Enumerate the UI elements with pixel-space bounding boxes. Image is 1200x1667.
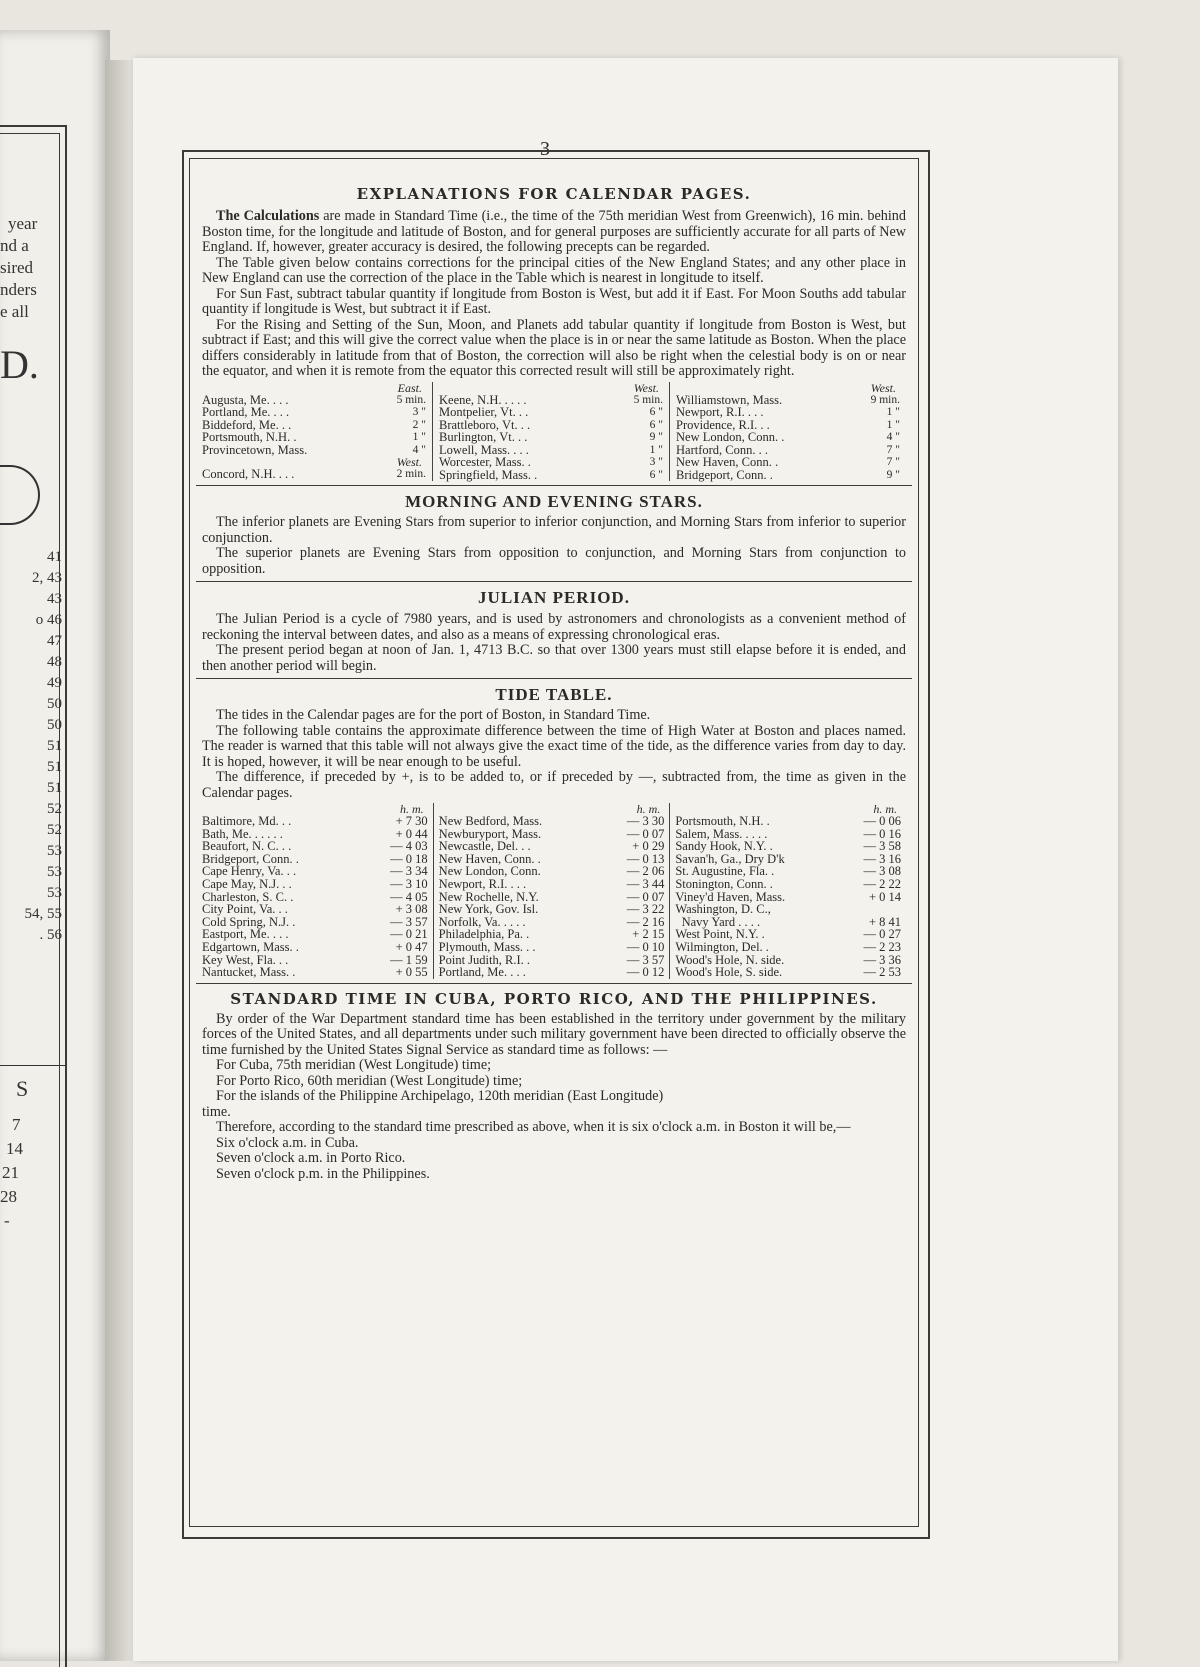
correction-value: 9 " xyxy=(649,431,663,443)
place-name: Charleston, S. C. . xyxy=(202,889,294,904)
explanations-paragraph: The Table given below contains corrections for the principal cities of the New England States; and any other place in New England can use the correction of the place in the Table which is nearest in longitude to itself. xyxy=(202,254,906,286)
place-name: Williamstown, Mass. xyxy=(676,392,783,407)
place-name: New Rochelle, N.Y. xyxy=(438,889,539,904)
left-fragment: 52 xyxy=(47,822,62,838)
table-row xyxy=(439,878,665,891)
place-name: New London, Conn. . xyxy=(676,430,785,444)
place-name: Burlington, Vt. . . xyxy=(439,430,528,444)
tide-paragraph: The tides in the Calendar pages are for the port of Boston, in Standard Time. xyxy=(216,707,651,723)
place-name: Concord, N.H. . . . xyxy=(202,467,295,481)
longitude-corrections-table xyxy=(202,382,906,482)
tide-difference: — 2 53 xyxy=(863,965,902,980)
table-row xyxy=(676,406,900,419)
place-name: New London, Conn. xyxy=(438,864,541,879)
tide-difference: + 3 08 xyxy=(395,902,428,917)
place-name: Worcester, Mass. . xyxy=(439,455,531,469)
left-fragment: 48 xyxy=(47,654,62,670)
table-row xyxy=(202,878,428,891)
column-direction: West. xyxy=(633,380,659,395)
tide-difference: — 3 44 xyxy=(626,876,665,891)
table-row xyxy=(439,941,665,954)
table-row xyxy=(202,840,428,853)
place-name: Cape Henry, Va. . . xyxy=(202,864,297,879)
standard-time-section xyxy=(202,990,906,1183)
table-row xyxy=(439,815,665,828)
standard-time-title: STANDARD TIME IN CUBA, PORTO RICO, AND THE PHILIPPINES. xyxy=(230,989,878,1008)
left-fragment: 53 xyxy=(47,885,62,901)
tide-title: TIDE TABLE. xyxy=(495,685,613,704)
place-name: St. Augustine, Fla. . xyxy=(675,864,775,879)
tide-difference: + 7 30 xyxy=(395,814,428,828)
tide-paragraph: The difference, if preceded by +, is to be added to, or if preceded by —, subtracted from, the time as given in the Calendar pages. xyxy=(202,769,906,801)
tide-difference: — 3 57 xyxy=(390,914,428,929)
place-name: Salem, Mass. . . . . xyxy=(675,826,768,841)
explanations-title: EXPLANATIONS FOR CALENDAR PAGES. xyxy=(356,185,752,203)
correction-value: 2 min. xyxy=(396,468,426,480)
correction-value: 7 " xyxy=(886,443,900,456)
table-row xyxy=(202,903,428,916)
place-name: Savan'h, Ga., Dry D'k xyxy=(675,851,785,866)
place-name: Cape May, N.J. . . xyxy=(202,876,292,891)
corrections-column xyxy=(432,382,669,482)
left-fragment: 43 xyxy=(47,591,62,607)
place-name: Newport, R.I. . . . xyxy=(438,876,527,891)
tide-difference: — 0 13 xyxy=(626,851,665,866)
table-row xyxy=(439,966,665,979)
place-name: Washington, D. C., xyxy=(675,902,771,917)
tide-difference: + 0 14 xyxy=(868,889,902,904)
place-name: Wood's Hole, S. side. xyxy=(675,965,783,980)
tide-difference: — 2 23 xyxy=(863,939,902,954)
correction-value: 9 min. xyxy=(870,393,900,406)
place-name: Plymouth, Mass. . . xyxy=(438,939,536,954)
left-fragment: . 56 xyxy=(39,927,62,943)
place-name: Key West, Fla. . . xyxy=(202,952,289,967)
unit-label: h. m. xyxy=(400,802,424,816)
place-name: Portsmouth, N.H. . xyxy=(202,430,297,444)
place-name: Baltimore, Md. . . xyxy=(202,814,292,828)
page-number: 3 xyxy=(540,138,550,160)
place-name: New Haven, Conn. . xyxy=(676,455,779,469)
table-row xyxy=(202,444,426,457)
tide-difference: + 0 55 xyxy=(395,965,428,980)
left-fragment: 53 xyxy=(47,843,62,859)
place-name: Edgartown, Mass. . xyxy=(202,939,299,954)
tide-paragraph: The following table contains the approximate difference between the time of High Water at Boston and places named. The reader is warned that this table will not always give the exact time of the tide, as the difference varies from day to day. It is hoped, however, it will be near enough to be useful. xyxy=(202,722,906,770)
standard-time-line: For the islands of the Philippine Archipelago, 120th meridian (East Longitude) xyxy=(216,1088,664,1105)
left-fragment: 51 xyxy=(47,780,62,796)
table-row xyxy=(439,431,663,444)
table-row xyxy=(439,840,665,853)
tide-difference: — 3 34 xyxy=(390,864,428,879)
table-row xyxy=(439,456,663,469)
place-name: New Haven, Conn. . xyxy=(438,851,541,866)
table-row xyxy=(676,456,900,469)
tide-column xyxy=(433,803,670,979)
left-fragment: 52 xyxy=(47,801,62,817)
left-fragment: - xyxy=(4,1211,10,1230)
julian-title: JULIAN PERIOD. xyxy=(478,588,630,607)
left-fragment: 51 xyxy=(47,759,62,775)
tide-difference: — 3 22 xyxy=(626,902,665,917)
place-name: Norfolk, Va. . . . . xyxy=(438,914,526,929)
table-row xyxy=(675,966,901,979)
left-fragment: 49 xyxy=(47,675,62,691)
tide-difference: — 0 16 xyxy=(863,826,902,841)
morning-evening-title: MORNING AND EVENING STARS. xyxy=(405,492,703,511)
julian-paragraph: The Julian Period is a cycle of 7980 years, and is used by astronomers and chronologists as a convenient method of reckoning the interval between dates, and also as a means of expressing chronological eras. xyxy=(202,611,906,643)
correction-value: 2 " xyxy=(412,418,426,431)
table-row xyxy=(439,469,663,482)
table-row xyxy=(202,431,426,444)
place-name: Point Judith, R.I. . xyxy=(438,952,531,967)
place-name: Wilmington, Del. . xyxy=(675,939,769,954)
explanations-text: are made in Standard Time (i.e., the time of the 75th meridian West from Greenwich), 16 min. behind Boston time, for the longitude and latitude of Boston, and for general purposes are sufficiently accurate for all parts of New England. If, however, greater accuracy is desired, the following precepts can be regarded. xyxy=(202,208,906,255)
tide-difference: — 3 58 xyxy=(863,839,902,854)
tide-difference: — 0 18 xyxy=(390,851,428,866)
explanations-paragraph: For the Rising and Setting of the Sun, Moon, and Planets add tabular quantity if longitude from Boston is West, but subtract if East; and this will give the correct value when the place is in or near the same latitude as Boston. When the place differs considerably in latitude from that of Boston, the correction will also be right when the celestial body is on or near the equator, and when it is remote from the equator this corrected result will still be approximately right. xyxy=(202,316,906,379)
unit-label: h. m. xyxy=(636,802,661,816)
standard-time-line: Seven o'clock p.m. in the Philippines. xyxy=(216,1165,430,1182)
left-fragment: 47 xyxy=(47,633,62,649)
correction-value: 5 min. xyxy=(396,393,426,406)
calculations-lead: The Calculations xyxy=(216,208,320,224)
section-divider xyxy=(196,983,912,984)
tide-difference: — 3 30 xyxy=(626,814,665,828)
place-name: Augusta, Me. . . . xyxy=(202,392,289,407)
morning-evening-section xyxy=(202,492,906,577)
place-name: Springfield, Mass. . xyxy=(439,467,538,482)
standard-time-line: Six o'clock a.m. in Cuba. xyxy=(216,1134,359,1151)
standard-time-paragraph: By order of the War Department standard time has been established in the territory under government by the military forces of the United States, and all departments under such military government have been directed to officially observe the time furnished by the United States Signal Service as standard time as follows: — xyxy=(202,1010,906,1058)
place-name: Cold Spring, N.J. . xyxy=(202,914,296,929)
tide-table xyxy=(202,803,906,979)
place-name: Provincetown, Mass. xyxy=(202,442,308,457)
left-facing-page xyxy=(0,30,110,1661)
table-row xyxy=(202,468,426,481)
explanations-paragraph xyxy=(202,209,906,256)
correction-value: 1 " xyxy=(886,418,900,431)
tide-difference: — 0 10 xyxy=(626,939,665,954)
table-row xyxy=(202,406,426,419)
tide-difference: + 0 47 xyxy=(395,939,428,954)
place-name: Viney'd Haven, Mass. xyxy=(675,889,786,904)
place-name: West Point, N.Y. . xyxy=(675,927,765,942)
left-fragment: 41 xyxy=(47,549,62,565)
place-name: Providence, R.I. . . xyxy=(676,417,770,432)
tide-difference: — 3 10 xyxy=(390,876,428,891)
place-name: New Bedford, Mass. xyxy=(438,814,543,828)
tide-difference: — 0 21 xyxy=(390,927,428,942)
table-row xyxy=(676,469,900,482)
tide-difference: — 3 16 xyxy=(863,851,902,866)
corrections-column xyxy=(202,382,432,482)
julian-section xyxy=(202,588,906,674)
correction-value: 4 " xyxy=(412,443,426,456)
column-direction: West. xyxy=(396,455,422,469)
page-content xyxy=(189,158,919,1527)
table-row xyxy=(675,815,901,828)
place-name: Portland, Me. . . . xyxy=(438,965,526,980)
standard-time-line: For Porto Rico, 60th meridian (West Longitude) time; xyxy=(216,1072,523,1089)
table-row xyxy=(675,840,901,853)
tide-difference: — 0 06 xyxy=(863,814,902,828)
left-divider xyxy=(0,1065,65,1066)
place-name: Brattleboro, Vt. . . xyxy=(439,417,531,432)
place-name: Bridgeport, Conn. . xyxy=(676,467,773,482)
corrections-column xyxy=(669,382,906,482)
julian-paragraph: The present period began at noon of Jan. 1, 4713 B.C. so that over 1300 years must still elapse before it is ended, and then another period will begin. xyxy=(202,642,906,674)
table-row xyxy=(675,878,901,891)
correction-value: 4 " xyxy=(886,431,900,443)
left-fragment: 14 xyxy=(6,1139,23,1158)
left-fragment: e all xyxy=(0,302,29,321)
left-fragment: 7 xyxy=(12,1115,21,1134)
place-name: Biddeford, Me. . . xyxy=(202,417,292,432)
left-fragment: year xyxy=(8,214,38,233)
column-direction: West. xyxy=(870,380,896,395)
place-name: Portsmouth, N.H. . xyxy=(675,814,770,828)
place-name: Nantucket, Mass. . xyxy=(202,965,296,980)
tide-difference: — 0 27 xyxy=(863,927,902,942)
table-row xyxy=(676,431,900,444)
left-fragment: 51 xyxy=(47,738,62,754)
place-name: Newburyport, Mass. xyxy=(438,826,542,841)
standard-time-paragraph: Therefore, according to the standard time prescribed as above, when it is six o'clock a.m. in Boston it will be,— xyxy=(216,1119,851,1136)
left-fragment: 50 xyxy=(47,696,62,712)
place-name: Keene, N.H. . . . . xyxy=(439,392,527,407)
left-fragment: o 46 xyxy=(35,612,62,628)
correction-value: 6 " xyxy=(649,468,663,481)
section-divider xyxy=(196,678,912,679)
explanations-paragraph: For Sun Fast, subtract tabular quantity if longitude from Boston is West, but add it if East. For Moon Souths add tabular quantity if longitude is West, but subtract it if East. xyxy=(202,285,906,317)
tide-column xyxy=(202,803,433,979)
place-name: Philadelphia, Pa. . xyxy=(438,927,530,942)
place-name: Newport, R.I. . . . xyxy=(676,405,764,419)
left-fragment: S xyxy=(16,1076,29,1101)
tide-difference: — 1 59 xyxy=(390,952,428,967)
left-fragment: nders xyxy=(0,280,37,299)
tide-difference: + 2 15 xyxy=(632,927,665,942)
place-name: Beaufort, N. C. . . xyxy=(202,839,292,854)
correction-value: 3 " xyxy=(649,456,663,468)
left-fragment: D. xyxy=(0,342,39,387)
place-name: Newcastle, Del. . . xyxy=(438,839,531,854)
correction-value: 6 " xyxy=(649,418,663,431)
table-row xyxy=(202,941,428,954)
place-name: Sandy Hook, N.Y. . xyxy=(675,839,773,854)
correction-value: 1 " xyxy=(649,443,663,456)
standard-time-line: time. xyxy=(202,1103,231,1120)
morning-evening-paragraph: The inferior planets are Evening Stars from superior to inferior conjunction, and Morning Stars from inferior to superior conjunction. xyxy=(202,514,906,546)
explanations-section xyxy=(202,159,906,481)
standard-time-line: Seven o'clock a.m. in Porto Rico. xyxy=(216,1150,406,1167)
place-name: New York, Gov. Isl. xyxy=(438,902,539,917)
tide-difference: + 0 44 xyxy=(395,826,428,841)
correction-value: 1 " xyxy=(886,406,900,418)
place-name: City Point, Va. . . xyxy=(202,902,288,917)
left-fragment: 28 xyxy=(0,1187,17,1206)
place-name: Bath, Me. . . . . . xyxy=(202,826,283,841)
correction-value: 7 " xyxy=(886,456,900,468)
place-name: Montpelier, Vt. . . xyxy=(439,405,529,419)
table-row xyxy=(202,966,428,979)
left-fragment: 54, 55 xyxy=(24,906,62,922)
tide-difference: — 2 06 xyxy=(626,864,665,879)
left-fragment: 53 xyxy=(47,864,62,880)
left-fragment: sired xyxy=(0,258,34,277)
tide-difference: — 2 22 xyxy=(863,876,902,891)
tide-difference: + 0 29 xyxy=(632,839,665,854)
place-name: Portland, Me. . . . xyxy=(202,405,290,419)
correction-value: 3 " xyxy=(412,406,426,418)
tide-difference: — 4 05 xyxy=(390,889,428,904)
place-name: Stonington, Conn. . xyxy=(675,876,773,891)
tide-difference: — 2 16 xyxy=(626,914,665,929)
place-name: Hartford, Conn. . . xyxy=(676,442,768,457)
correction-value: 6 " xyxy=(649,406,663,418)
section-divider xyxy=(196,485,912,486)
correction-value: 5 min. xyxy=(633,393,663,406)
left-fragment: 2, 43 xyxy=(32,570,62,586)
tide-difference: — 0 07 xyxy=(626,889,665,904)
tide-difference: — 3 36 xyxy=(863,952,902,967)
column-direction: East. xyxy=(397,380,422,395)
left-fragment: 21 xyxy=(2,1163,19,1182)
place-name: Lowell, Mass. . . . xyxy=(439,442,529,457)
tide-difference: — 4 03 xyxy=(390,839,428,854)
tide-difference: + 8 41 xyxy=(868,914,902,929)
place-name: Bridgeport, Conn. . xyxy=(202,851,299,866)
standard-time-line: For Cuba, 75th meridian (West Longitude) time; xyxy=(216,1057,492,1074)
place-name: Wood's Hole, N. side. xyxy=(675,952,785,967)
tide-column xyxy=(669,803,906,979)
table-row xyxy=(439,406,663,419)
unit-label: h. m. xyxy=(873,802,898,816)
tide-difference: — 3 08 xyxy=(863,864,902,879)
tide-difference: — 0 07 xyxy=(626,826,665,841)
correction-value: 1 " xyxy=(412,431,426,443)
left-fragment: nd a xyxy=(0,236,29,255)
correction-value: 9 " xyxy=(886,468,900,481)
tide-section xyxy=(202,685,906,979)
tide-difference: — 0 12 xyxy=(626,965,665,980)
table-row xyxy=(675,941,901,954)
table-row xyxy=(675,903,901,916)
place-name: Eastport, Me. . . . xyxy=(202,927,289,942)
section-divider xyxy=(196,581,912,582)
tide-difference: — 3 57 xyxy=(626,952,665,967)
place-name: Navy Yard . . . . xyxy=(675,914,761,929)
table-row xyxy=(439,903,665,916)
left-fragment: 50 xyxy=(47,717,62,733)
table-row xyxy=(202,815,428,828)
morning-evening-paragraph: The superior planets are Evening Stars from opposition to conjunction, and Morning Stars from conjunction to opposition. xyxy=(202,545,906,577)
